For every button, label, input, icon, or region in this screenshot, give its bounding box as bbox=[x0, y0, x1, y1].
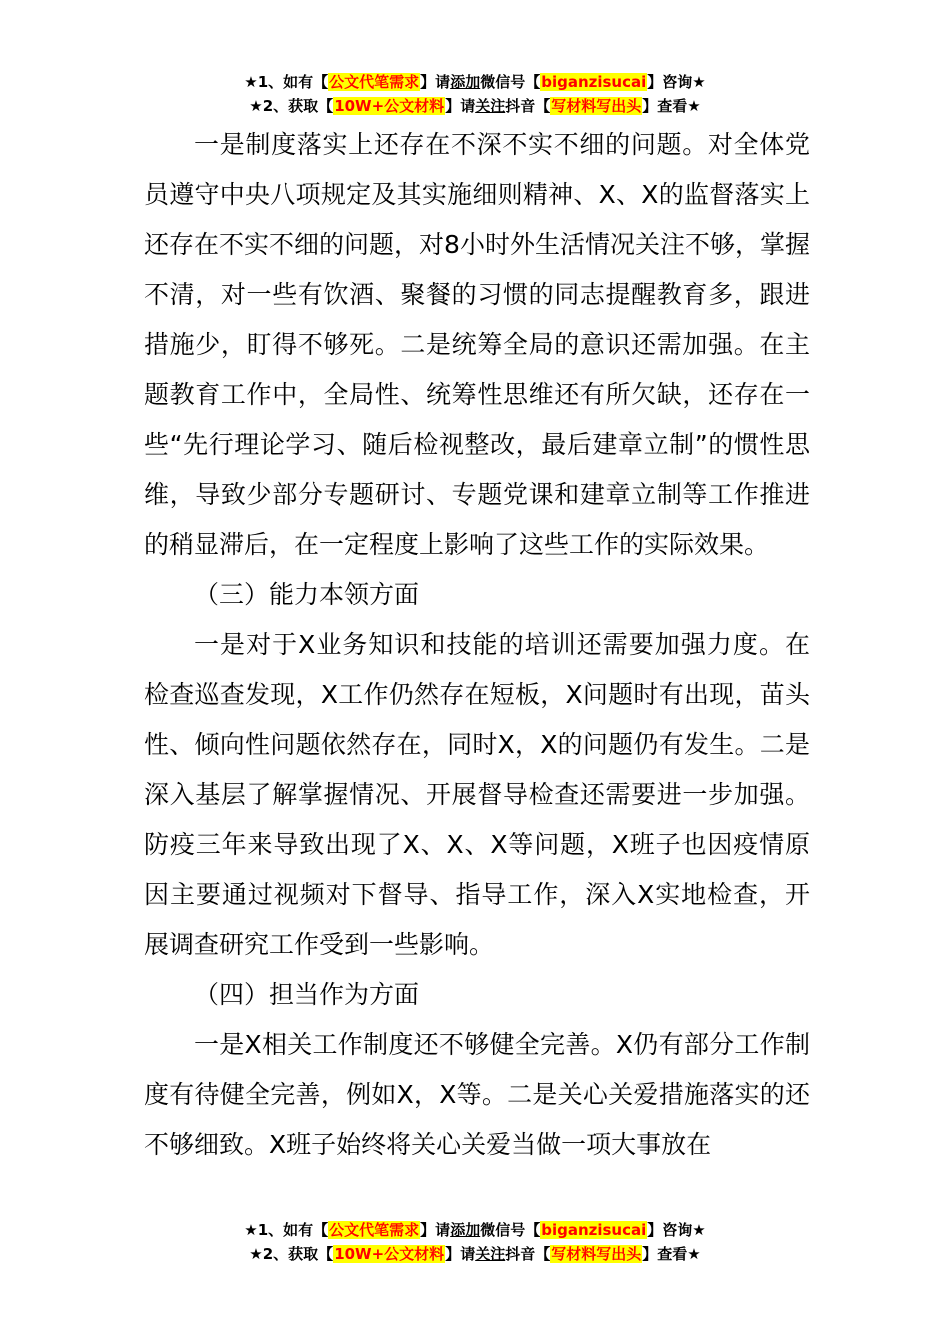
section-heading-ability: （三）能力本领方面 bbox=[194, 580, 420, 609]
highlight-douyin-account: 写材料写出头 bbox=[551, 1245, 642, 1263]
footer-banner bbox=[0, 1218, 950, 1266]
section-heading-responsibility: （四）担当作为方面 bbox=[194, 980, 420, 1009]
document-body bbox=[144, 120, 810, 1170]
banner-line-2: ★2、获取【10W+公文材料】请关注抖音【写材料写出头】查看★ bbox=[249, 97, 701, 115]
highlight-douyin-account: 写材料写出头 bbox=[551, 97, 642, 115]
banner-line-1: ★1、如有【公文代笔需求】请添加微信号【biganzisucai】咨询★ bbox=[244, 73, 706, 91]
header-banner bbox=[0, 70, 950, 118]
paragraph-system-implementation: 一是制度落实上还存在不深不实不细的问题。对全体党员遵守中央八项规定及其实施细则精神、X、X的监督落实上还存在不实不细的问题，对8小时外生活情况关注不够，掌握不清，对一些有饮酒、聚餐的习惯的同志提醒教育多，跟进措施少，盯得不够死。二是统筹全局的意识还需加强。在主题教育工作中，全局性、统筹性思维还有所欠缺，还存在一些“先行理论学习、随后检视整改，最后建章立制”的惯性思维，导致少部分专题研讨、专题党课和建章立制等工作推进的稍显滞后，在一定程度上影响了这些工作的实际效果。 bbox=[144, 130, 810, 559]
highlight-ghostwriting: 公文代笔需求 bbox=[329, 1221, 420, 1239]
highlight-wechat-id: biganzisucai bbox=[541, 73, 647, 91]
highlight-ghostwriting: 公文代笔需求 bbox=[329, 73, 420, 91]
highlight-materials: 10W+公文材料 bbox=[334, 1245, 445, 1263]
paragraph-responsibility: 一是X相关工作制度还不够健全完善。X仍有部分工作制度有待健全完善，例如X，X等。二是关心关爱措施落实的还不够细致。X班子始终将关心关爱当做一项大事放在 bbox=[144, 1030, 810, 1159]
footer-line-2: ★2、获取【10W+公文材料】请关注抖音【写材料写出头】查看★ bbox=[249, 1245, 701, 1263]
highlight-materials: 10W+公文材料 bbox=[334, 97, 445, 115]
paragraph-ability: 一是对于X业务知识和技能的培训还需要加强力度。在检查巡查发现，X工作仍然存在短板，X问题时有出现，苗头性、倾向性问题依然存在，同时X，X的问题仍有发生。二是深入基层了解掌握情况、开展督导检查还需要进一步加强。防疫三年来导致出现了X、X、X等问题，X班子也因疫情原因主要通过视频对下督导、指导工作，深入X实地检查，开展调查研究工作受到一些影响。 bbox=[144, 630, 810, 959]
footer-line-1: ★1、如有【公文代笔需求】请添加微信号【biganzisucai】咨询★ bbox=[244, 1221, 706, 1239]
highlight-wechat-id: biganzisucai bbox=[541, 1221, 647, 1239]
